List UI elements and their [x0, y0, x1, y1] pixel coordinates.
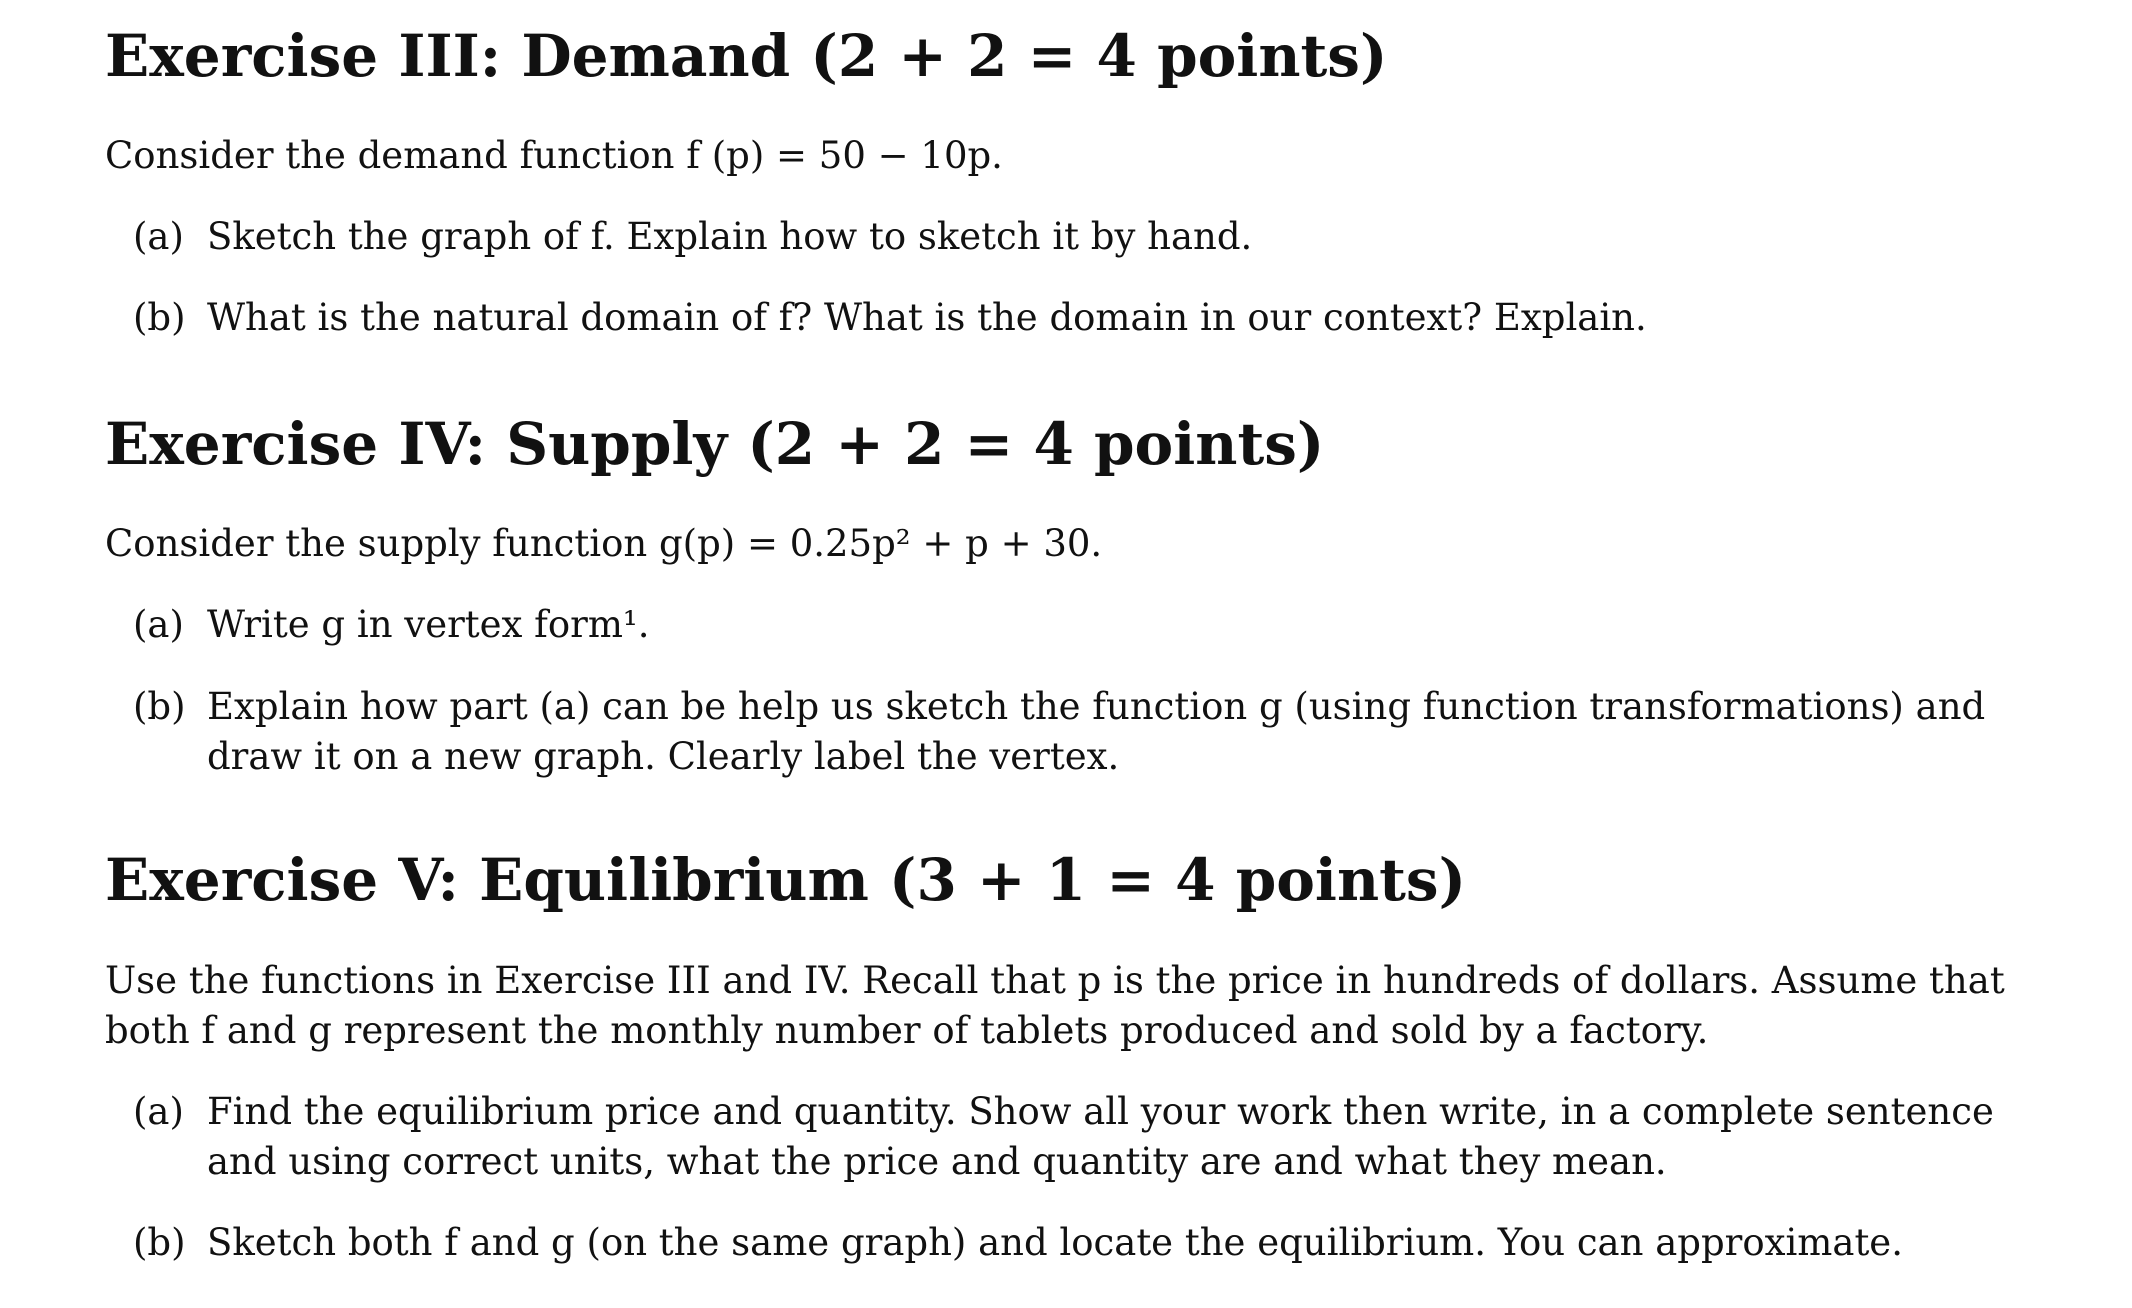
item-label: (b) [133, 1221, 186, 1264]
item-label: (a) [133, 215, 184, 258]
item-text: Explain how part (a) can be help us sketch the function g (using function transformations) and draw it on a new graph. Clearly label the vertex. [207, 685, 1986, 778]
exercise-4-heading: Exercise IV: Supply (2 + 2 = 4 points) [105, 410, 1325, 478]
exercise-5-item-b [133, 1218, 2033, 1268]
item-label: (a) [133, 603, 184, 646]
item-text: Find the equilibrium price and quantity. Show all your work then write, in a complete sentence and using correct units, what the price and quantity are and what they mean. [207, 1090, 1994, 1183]
exercise-3-intro: Consider the demand function f (p) = 50 − 10p. [105, 134, 1003, 177]
exercise-3-item-a [133, 212, 2033, 262]
exercise-4-item-a [133, 600, 2033, 650]
exercise-4-item-b [133, 682, 2033, 782]
exercise-3-item-b [133, 293, 2033, 343]
exercise-5-intro: Use the functions in Exercise III and IV. Recall that p is the price in hundreds of dollars. Assume that both f and g represent the monthly number of tablets produced and sold by a factory. [105, 959, 2005, 1052]
item-text: Sketch both f and g (on the same graph) and locate the equilibrium. You can approximate. [207, 1221, 1903, 1264]
item-label: (a) [133, 1090, 184, 1133]
item-text: Sketch the graph of f. Explain how to sketch it by hand. [207, 215, 1253, 258]
exercise-4-intro: Consider the supply function g(p) = 0.25p² + p + 30. [105, 522, 1103, 565]
item-text: What is the natural domain of f? What is the domain in our context? Explain. [207, 296, 1647, 339]
item-label: (b) [133, 296, 186, 339]
exercise-5-heading: Exercise V: Equilibrium (3 + 1 = 4 points) [105, 846, 1467, 914]
exercise-5-item-a [133, 1087, 2033, 1187]
item-text: Write g in vertex form¹. [207, 603, 650, 646]
exercise-3-heading: Exercise III: Demand (2 + 2 = 4 points) [105, 22, 1388, 90]
item-label: (b) [133, 685, 186, 728]
